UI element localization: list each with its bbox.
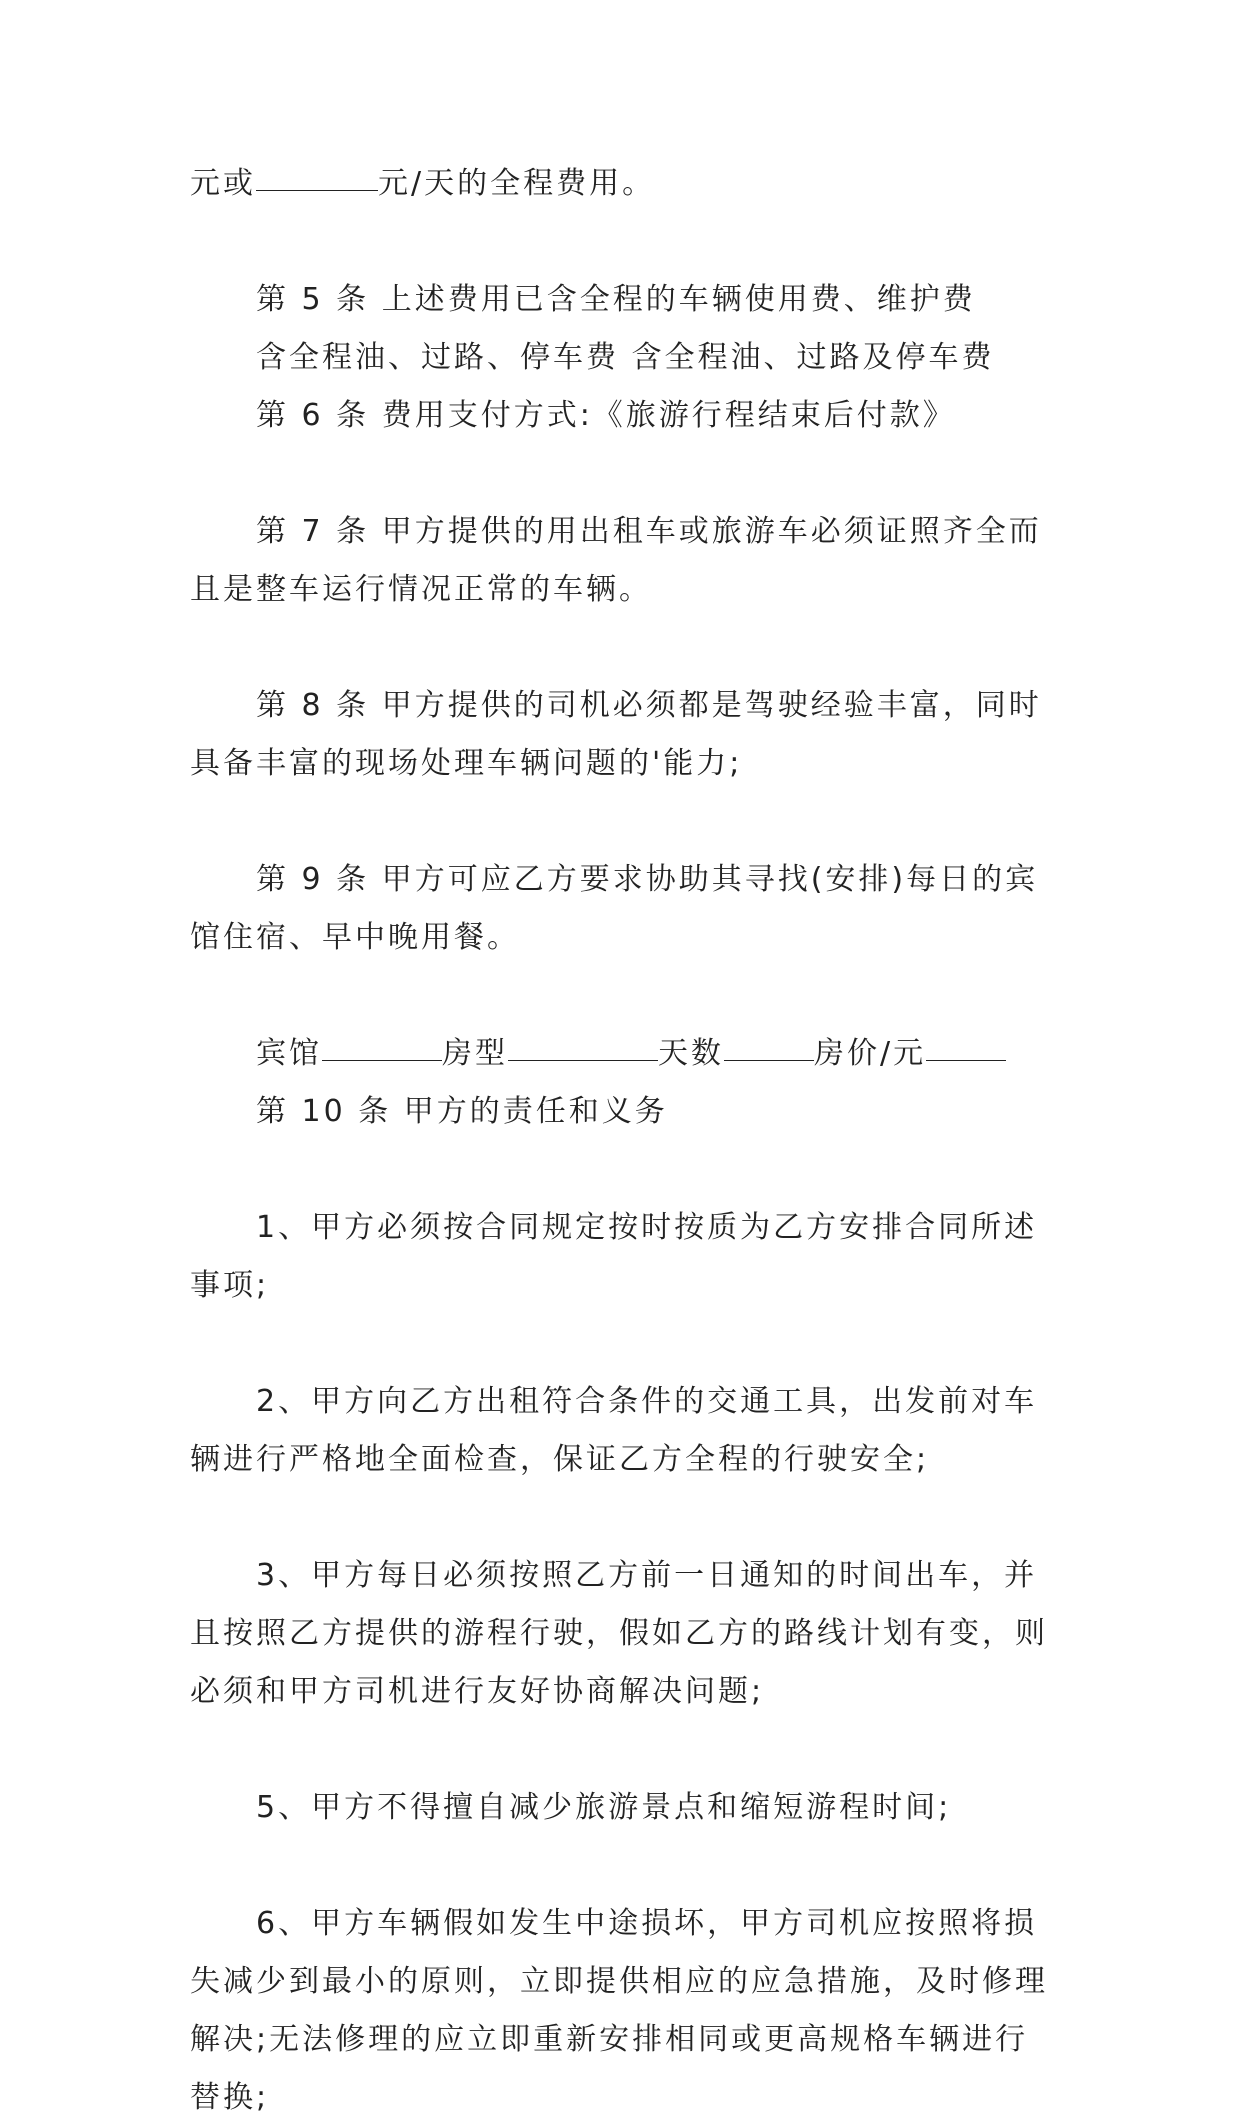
- paragraph-gap: [190, 1837, 1052, 1895]
- article-7-continued: 且是整车运行情况正常的车辆。: [190, 572, 652, 607]
- article-8-continued: 具备丰富的现场处理车辆问题的'能力;: [190, 746, 743, 781]
- paragraph-gap: [190, 793, 1052, 851]
- days-label: 天数: [658, 1036, 724, 1071]
- hotel-label: 宾馆: [256, 1036, 322, 1071]
- paragraph-gap: [190, 1489, 1052, 1547]
- article-9-continued: 馆住宿、早中晚用餐。: [190, 920, 520, 955]
- room-price-label: 房价/元: [814, 1036, 927, 1071]
- contract-text: [190, 155, 1052, 2127]
- clause-6: 6、甲方车辆假如发生中途损坏，甲方司机应按照将损: [256, 1906, 1038, 1941]
- clause-6-continued-3: 替换;: [190, 2080, 270, 2115]
- clause-1-continued: 事项;: [190, 1268, 270, 1303]
- clause-2-continued: 辆进行严格地全面检查，保证乙方全程的行驶安全;: [190, 1442, 930, 1477]
- days-blank: [724, 1025, 814, 1061]
- paragraph-gap: [190, 213, 1052, 271]
- text-fragment: 元或: [190, 166, 256, 201]
- paragraph-gap: [190, 445, 1052, 503]
- article-5-detail: 含全程油、过路、停车费 含全程油、过路及停车费: [256, 340, 995, 375]
- clause-6-continued-2: 解决;无法修理的应立即重新安排相同或更高规格车辆进行: [190, 2022, 1029, 2057]
- paragraph-gap: [190, 619, 1052, 677]
- clause-3-continued-2: 必须和甲方司机进行友好协商解决问题;: [190, 1674, 765, 1709]
- article-5: 第 5 条 上述费用已含全程的车辆使用费、维护费: [256, 282, 976, 317]
- article-7: 第 7 条 甲方提供的用出租车或旅游车必须证照齐全而: [256, 514, 1042, 549]
- text-fragment: 元/天的全程费用。: [378, 166, 656, 201]
- clause-3-continued: 且按照乙方提供的游程行驶，假如乙方的路线计划有变，则: [190, 1616, 1048, 1651]
- clause-5: 5、甲方不得擅自减少旅游景点和缩短游程时间;: [256, 1790, 952, 1825]
- hotel-fill-line: [190, 1025, 1052, 1083]
- paragraph-gap: [190, 967, 1052, 1025]
- paragraph-gap: [190, 1141, 1052, 1199]
- paragraph-gap: [190, 1721, 1052, 1779]
- clause-3: 3、甲方每日必须按照乙方前一日通知的时间出车，并: [256, 1558, 1038, 1593]
- hotel-blank: [322, 1025, 442, 1061]
- room-type-blank: [508, 1025, 658, 1061]
- clause-1: 1、甲方必须按合同规定按时按质为乙方安排合同所述: [256, 1210, 1038, 1245]
- clause-2: 2、甲方向乙方出租符合条件的交通工具，出发前对车: [256, 1384, 1038, 1419]
- article-8: 第 8 条 甲方提供的司机必须都是驾驶经验丰富，同时: [256, 688, 1042, 723]
- article-9: 第 9 条 甲方可应乙方要求协助其寻找(安排)每日的宾: [256, 862, 1039, 897]
- room-type-label: 房型: [442, 1036, 508, 1071]
- paragraph-gap: [190, 1315, 1052, 1373]
- article-10-heading: 第 10 条 甲方的责任和义务: [256, 1094, 668, 1129]
- article-6: 第 6 条 费用支付方式:《旅游行程结束后付款》: [256, 398, 956, 433]
- clause-6-continued: 失减少到最小的原则，立即提供相应的应急措施，及时修理: [190, 1964, 1048, 1999]
- text-line-01: [190, 155, 1052, 213]
- room-price-blank: [926, 1025, 1006, 1061]
- fill-in-blank: [256, 155, 378, 191]
